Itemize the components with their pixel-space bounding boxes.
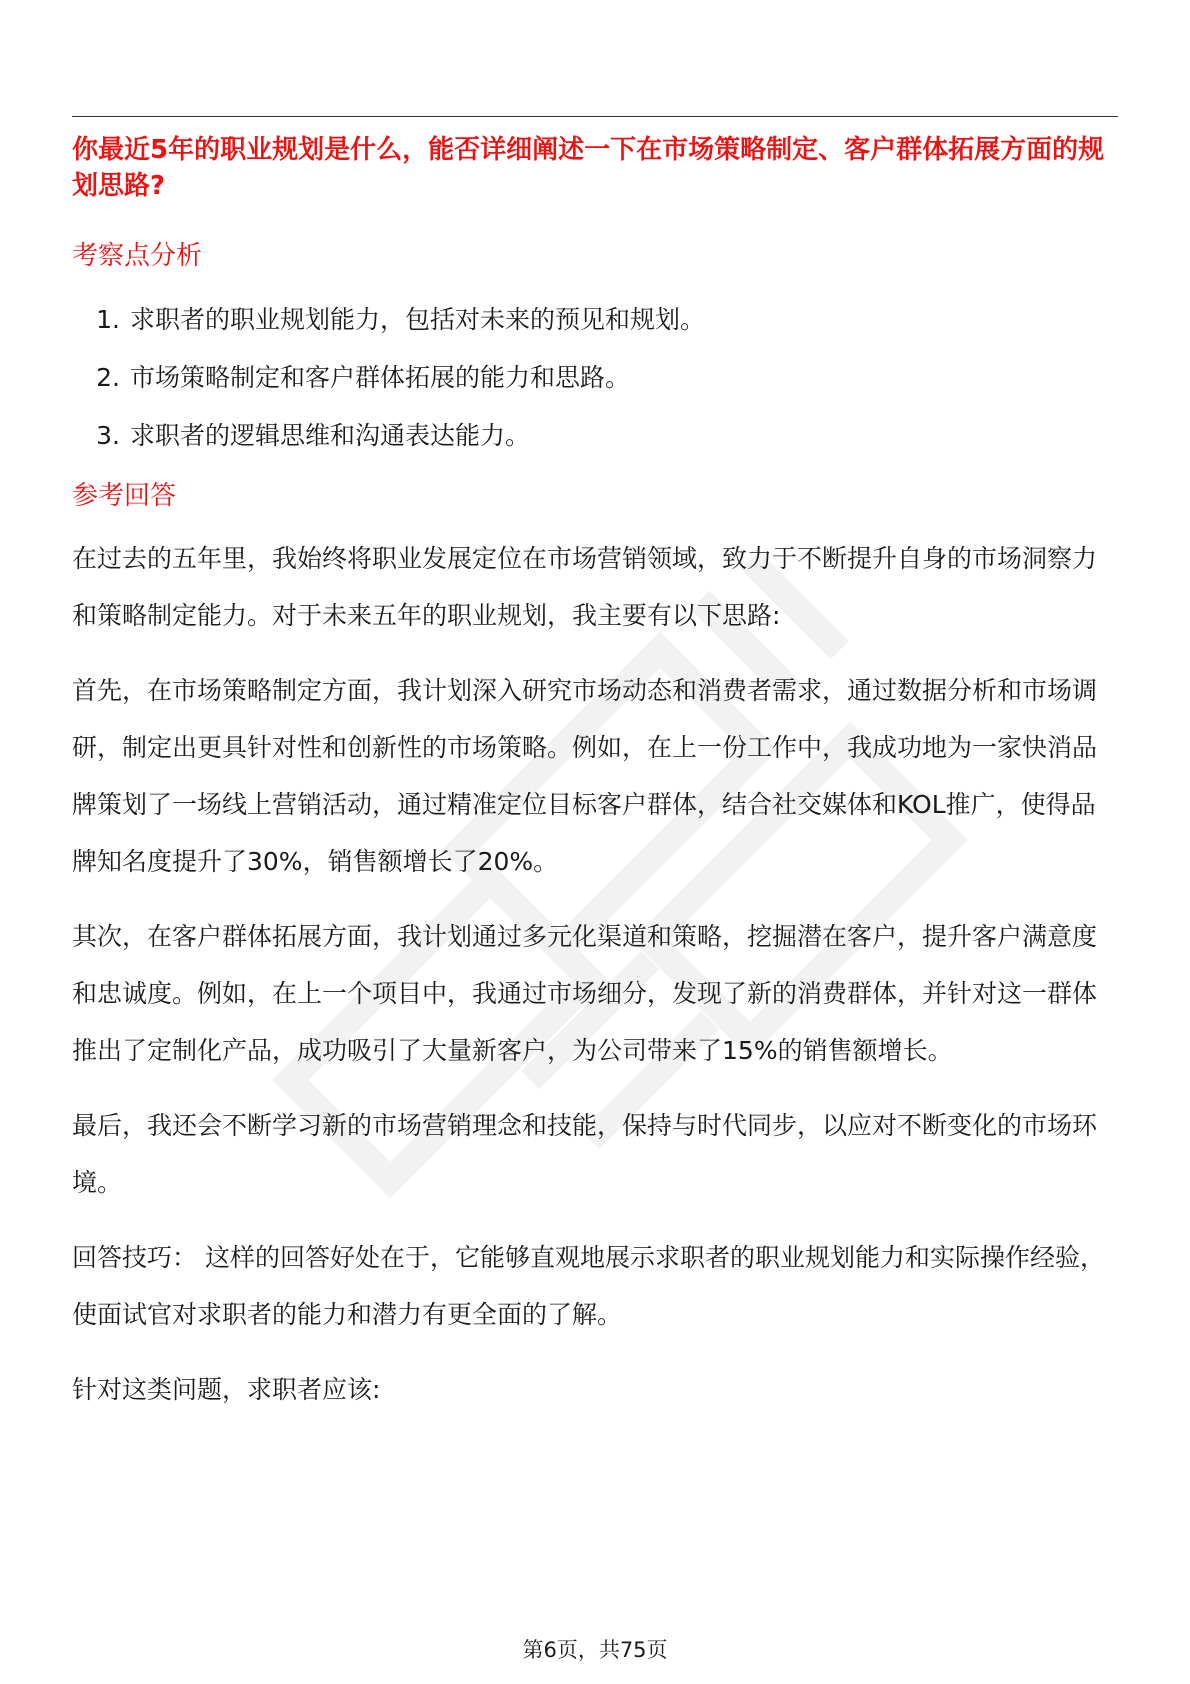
page-number: 第6页，共75页	[522, 1638, 668, 1662]
analysis-points	[72, 302, 1118, 454]
top-divider	[72, 116, 1118, 117]
answer-tips: 回答技巧： 这样的回答好处在于，它能够直观地展示求职者的职业规划能力和实际操作经验，使面试官对求职者的能力和潜力有更全面的了解。	[72, 1243, 1105, 1329]
question-title: 你最近5年的职业规划是什么，能否详细阐述一下在市场策略制定、客户群体拓展方面的规划思路?	[72, 135, 1105, 201]
page-content	[72, 132, 1118, 1418]
list-item	[72, 302, 1118, 338]
list-item	[72, 418, 1118, 454]
list-item-text: 市场策略制定和客户群体拓展的能力和思路。	[130, 363, 631, 392]
answer-heading: 参考回答	[72, 481, 177, 511]
answer-paragraph: 其次，在客户群体拓展方面，我计划通过多元化渠道和策略，挖掘潜在客户，提升客户满意度和忠诚度。例如，在上一个项目中，我通过市场细分，发现了新的消费群体，并针对这一群体推出了定制化产品，成功吸引了大量新客户，为公司带来了15%的销售额增长。	[72, 922, 1098, 1065]
answer-paragraph: 最后，我还会不断学习新的市场营销理念和技能，保持与时代同步，以应对不断变化的市场环境。	[72, 1111, 1098, 1197]
list-item-number: 2.	[96, 363, 120, 392]
list-item-text: 求职者的逻辑思维和沟通表达能力。	[130, 421, 531, 450]
answer-paragraph: 首先，在市场策略制定方面，我计划深入研究市场动态和消费者需求，通过数据分析和市场调研，制定出更具针对性和创新性的市场策略。例如，在上一份工作中，我成功地为一家快消品牌策划了一场线上营销活动，通过精准定位目标客户群体，结合社交媒体和KOL推广，使得品牌知名度提升了30%，销售额增长了20%。	[72, 676, 1098, 876]
analysis-heading: 考察点分析	[72, 241, 203, 271]
answer-paragraph: 在过去的五年里，我始终将职业发展定位在市场营销领域，致力于不断提升自身的市场洞察力和策略制定能力。对于未来五年的职业规划，我主要有以下思路:	[72, 544, 1098, 630]
list-item-number: 1.	[96, 305, 120, 334]
answer-paragraph: 针对这类问题，求职者应该:	[72, 1375, 381, 1404]
list-item-text: 求职者的职业规划能力，包括对未来的预见和规划。	[130, 305, 706, 334]
list-item	[72, 360, 1118, 396]
list-item-number: 3.	[96, 421, 120, 450]
